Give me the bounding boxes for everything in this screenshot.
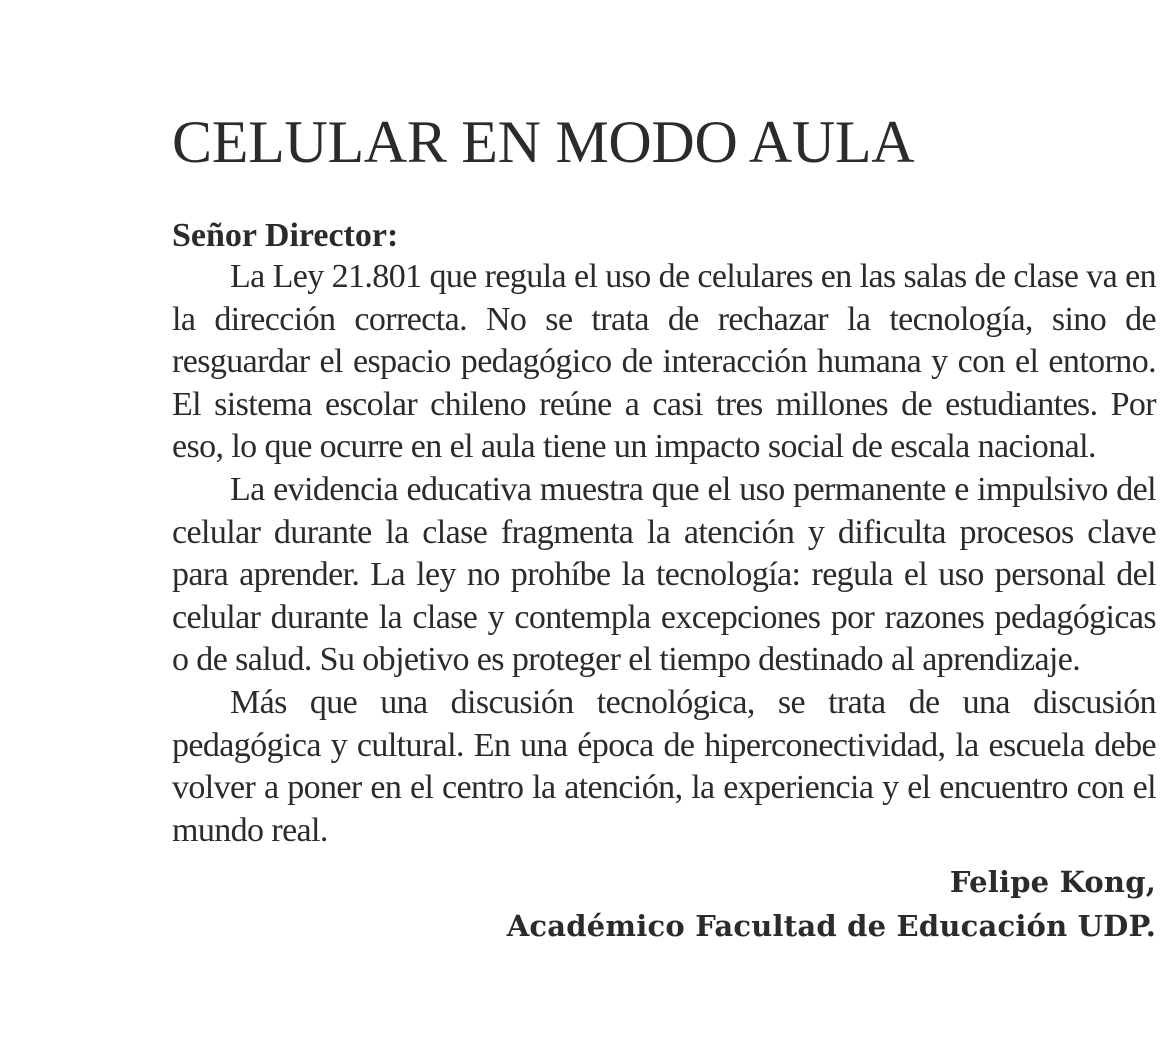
paragraph-3: Más que una discusión tecnológica, se trata de una discusión pedagógica y cultural. En una época de hiperconectividad, la escuela debe volver a poner en el centro la atención, la experiencia y el encuentro con el mundo real. bbox=[172, 683, 1156, 849]
paragraph-1: La Ley 21.801 que regula el uso de celulares en las salas de clase va en la dirección correcta. No se trata de rechazar la tecnología, sino de resguardar el espacio pedagógico de interacción humana y con el entorno. El sistema escolar chileno reúne a casi tres millones de estudiantes. Por eso, lo que ocurre en el aula tiene un impacto social de escala nacional. bbox=[172, 258, 1156, 466]
author-affiliation: Académico Facultad de Educación UDP. bbox=[506, 909, 1156, 944]
author-name: Felipe Kong, bbox=[949, 865, 1156, 900]
letter-to-editor bbox=[172, 108, 1156, 948]
salutation: Señor Director: bbox=[172, 217, 399, 254]
letter-title: CELULAR EN MODO AULA bbox=[172, 109, 915, 175]
paragraph-2: La evidencia educativa muestra que el uso permanente e impulsivo del celular durante la clase fragmenta la atención y dificulta procesos clave para aprender. La ley no prohíbe la tecnología: regula el uso personal del celular durante la clase y contempla excepciones por razones pedagógicas o de salud. Su objetivo es proteger el tiempo destinado al aprendizaje. bbox=[172, 470, 1156, 679]
signature-block bbox=[172, 860, 1156, 948]
